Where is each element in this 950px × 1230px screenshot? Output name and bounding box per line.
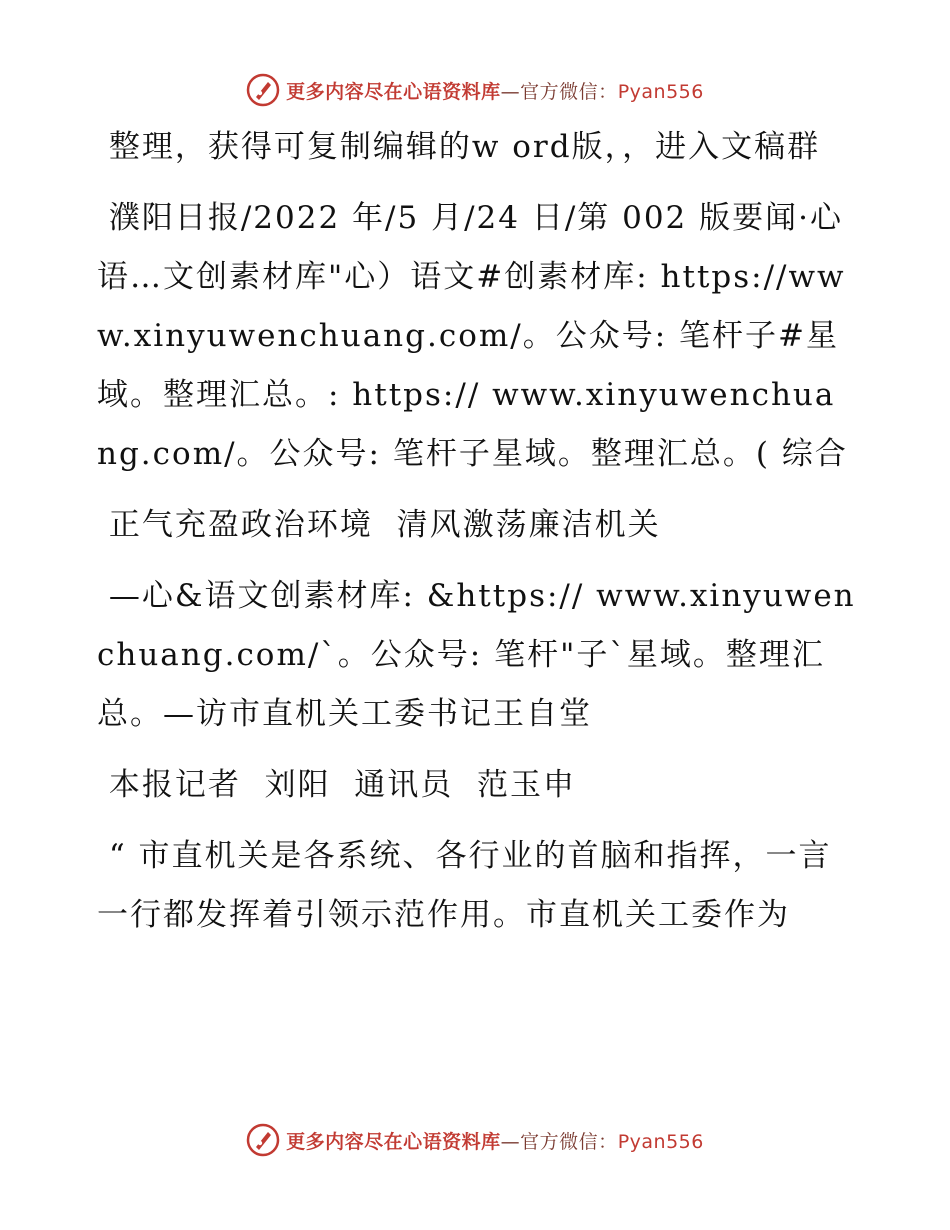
banner-wechat-label: —官方微信：	[500, 80, 618, 103]
banner-wechat-id: Pyan556	[617, 1130, 704, 1153]
document-body	[97, 118, 857, 957]
header-banner	[0, 70, 950, 110]
article-subheadline: —心&语文创素材库: &https:// www.xinyuwenchuang.com/`。公众号: 笔杆"子`星域。整理汇总。—访市直机关工委书记王自堂	[97, 578, 856, 732]
banner-wechat-id: Pyan556	[617, 80, 704, 103]
banner-title: 更多内容尽在心语资料库	[286, 80, 501, 103]
paragraph-body: “ 市直机关是各系统、各行业的首脑和指挥，一言一行都发挥着引领示范作用。市直机关工委作为	[97, 838, 832, 933]
pen-nib-circle-icon	[246, 1123, 280, 1157]
article-byline: 本报记者 刘阳 通讯员 范玉申	[97, 767, 576, 803]
banner-text	[286, 1127, 704, 1154]
banner-wechat-label: —官方微信：	[500, 1130, 618, 1153]
article-headline: 正气充盈政治环境 清风激荡廉洁机关	[97, 507, 661, 543]
paragraph-intro: 整理，获得可复制编辑的w ord版，，进入文稿群	[97, 129, 821, 165]
footer-banner	[0, 1120, 950, 1160]
paragraph-source: 濮阳日报/2022 年/5 月/24 日/第 002 版要闻·心语…文创素材库"心）语文#创素材库: https://www.xinyuwenchuang.com/。公众号: 笔杆子#星域。整理汇总。: https:// www.xinyuwenchuang.com/。公众号: 笔杆子星域。整理汇总。( 综合	[97, 200, 848, 472]
banner-title: 更多内容尽在心语资料库	[286, 1130, 501, 1153]
pen-nib-circle-icon	[246, 73, 280, 107]
banner-text	[286, 77, 704, 104]
